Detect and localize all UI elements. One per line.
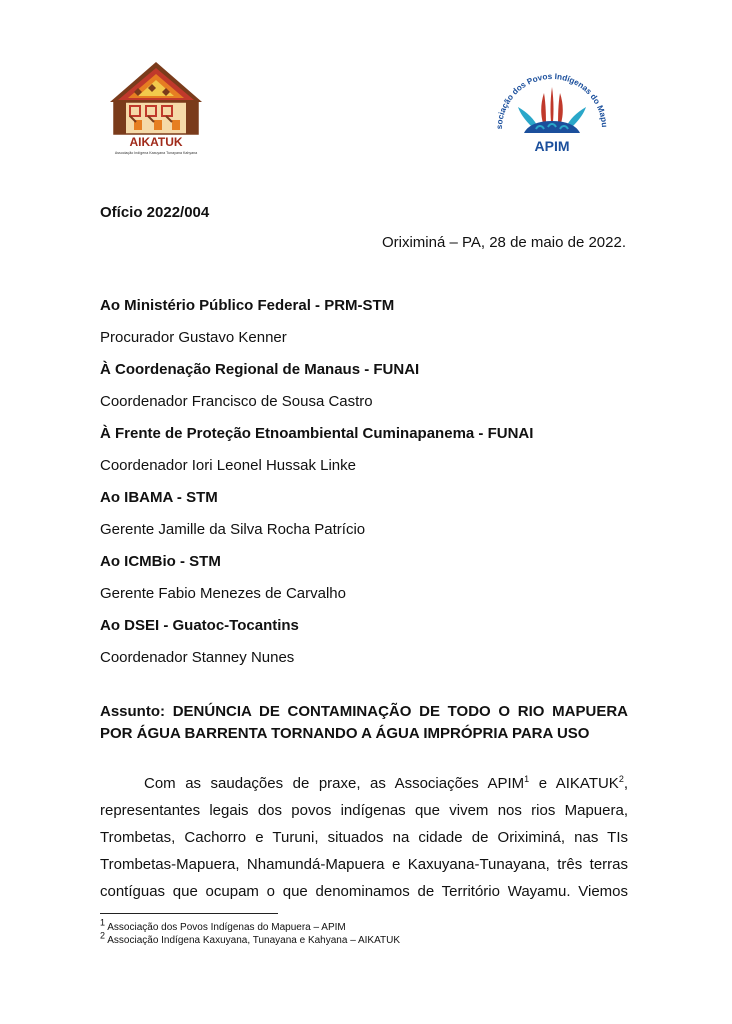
recipient-org: À Frente de Proteção Etnoambiental Cuminapanema - FUNAI: [100, 425, 534, 442]
recipient-org: Ao DSEI - Guatoc-Tocantins: [100, 617, 299, 634]
svg-text:APIM: APIM: [534, 138, 570, 154]
footnote: $^2$ Associação Indígena Kaxuyana, Tunayana e Kahyana – AIKATUK: [100, 930, 401, 946]
body-line: Com as saudações de praxe, as Associações APIM$^1$ e AIKATUK$^2$,: [144, 774, 629, 792]
recipient-person: Coordenador Francisco de Sousa Castro: [100, 393, 373, 410]
footnote-ref[interactable]: 2: [618, 774, 624, 784]
recipient-person: Procurador Gustavo Kenner: [100, 329, 287, 346]
footnote-ref[interactable]: 1: [524, 774, 530, 784]
svg-text:AIKATUK: AIKATUK: [129, 135, 183, 149]
footnotes: [100, 917, 401, 947]
recipient-person: Coordenador Stanney Nunes: [100, 649, 295, 666]
recipient-org: Ao Ministério Público Federal - PRM-STM: [100, 297, 395, 314]
body-line: contíguas que ocupam o que denominamos de Território Wayamu. Viemos: [100, 883, 628, 900]
apim-logo: [488, 57, 616, 159]
footnote-divider: [100, 913, 278, 914]
footnote: $^1$ Associação dos Povos Indígenas do Mapuera – APIM: [100, 917, 346, 933]
svg-text:Associação dos Povos Indígenas: sociação dos Povos Indígenas do Mapu: [494, 71, 610, 130]
body-line: Trombetas, Cachorro e Turuni, situados na cidade de Oriximiná, nas TIs: [100, 829, 628, 846]
recipient-list: [100, 296, 640, 680]
body-line: Trombetas-Mapuera, Nhamundá-Mapuera e Kaxuyana-Tunayana, três terras: [100, 856, 628, 873]
subject: [100, 701, 628, 745]
body-line: representantes legais dos povos indígenas que vivem nos rios Mapuera,: [100, 802, 628, 819]
aikatuk-house-icon: [104, 58, 208, 156]
document-reference: Ofício 2022/004: [100, 204, 210, 221]
recipient-person: Gerente Jamille da Silva Rocha Patrício: [100, 521, 366, 538]
recipient-org: À Coordenação Regional de Manaus - FUNAI: [100, 361, 420, 378]
aikatuk-logo: [104, 58, 208, 156]
svg-text:Associação Indígena Kaxuyana T: Associação Indígena Kaxuyana Tunayana Kahyana: [114, 151, 198, 155]
recipient-org: Ao IBAMA - STM: [100, 489, 218, 506]
recipient-org: Ao ICMBio - STM: [100, 553, 221, 570]
recipient-person: Gerente Fabio Menezes de Carvalho: [100, 585, 346, 602]
body-paragraph: [100, 770, 628, 905]
subject-line: POR ÁGUA BARRENTA TORNANDO A ÁGUA IMPRÓPRIA PARA USO: [100, 725, 590, 742]
place-date: Oriximiná – PA, 28 de maio de 2022.: [381, 234, 626, 251]
apim-feather-icon: [488, 57, 616, 159]
recipient-person: Coordenador Iori Leonel Hussak Linke: [100, 457, 356, 474]
subject-line: Assunto: DENÚNCIA DE CONTAMINAÇÃO DE TODO O RIO MAPUERA: [100, 703, 628, 720]
